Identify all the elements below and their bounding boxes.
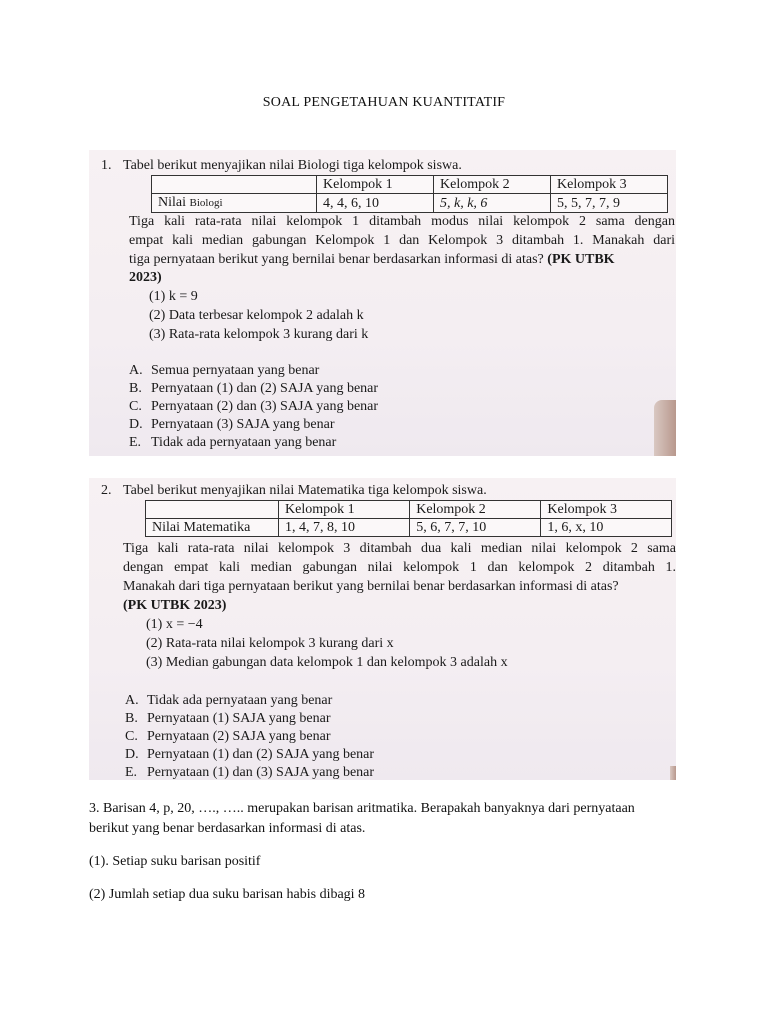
table-header-cell: Kelompok 3 xyxy=(551,176,668,194)
question-2-text-line: dengan empat kali median gabungan nilai kelompok 1 dan kelompok 2 ditambah 1. xyxy=(123,560,676,575)
question-2-option: E. Pernyataan (1) dan (3) SAJA yang benar xyxy=(125,765,375,780)
table-row-label: Nilai Matematika xyxy=(146,519,279,537)
table-row xyxy=(146,519,672,537)
question-2-statement: (1) x = −4 xyxy=(146,617,203,632)
table-header-row xyxy=(146,501,672,519)
question-2-option: A. Tidak ada pernyataan yang benar xyxy=(125,693,333,708)
question-1-statement: (1) k = 9 xyxy=(149,289,198,304)
table-header-cell: Kelompok 3 xyxy=(541,501,672,519)
question-1-statement: (2) Data terbesar kelompok 2 adalah k xyxy=(149,308,364,323)
question-1-text-line: empat kali median gabungan Kelompok 1 dan Kelompok 3 ditambah 1. Manakah dari xyxy=(129,233,675,248)
table-row xyxy=(152,194,668,213)
question-1-table xyxy=(151,175,668,213)
question-3-statement: (1). Setiap suku barisan positif xyxy=(89,854,261,869)
photo-object-decoration xyxy=(654,400,676,456)
question-1-statement: (3) Rata-rata kelompok 3 kurang dari k xyxy=(149,327,369,342)
table-header-cell: Kelompok 1 xyxy=(279,501,410,519)
table-header-cell xyxy=(146,501,279,519)
question-1-number: 1. xyxy=(101,158,112,173)
question-2-number: 2. xyxy=(101,483,112,498)
question-2-intro: 2. Tabel berikut menyajikan nilai Matematika tiga kelompok siswa. xyxy=(101,483,487,498)
question-2-source: (PK UTBK 2023) xyxy=(123,598,227,613)
question-1-option: D. Pernyataan (3) SAJA yang benar xyxy=(129,417,335,432)
question-2-table xyxy=(145,500,672,537)
question-3-line: berikut yang benar berdasarkan informasi di atas. xyxy=(89,821,366,836)
question-1-text-line: Tiga kali rata-rata nilai kelompok 1 ditambah modus nilai kelompok 2 sama dengan xyxy=(129,214,675,229)
question-2-text-line: Manakah dari tiga pernyataan berikut yang bernilai benar berdasarkan informasi di atas? xyxy=(123,579,619,594)
question-2-statement: (3) Median gabungan data kelompok 1 dan kelompok 3 adalah x xyxy=(146,655,508,670)
question-1-option: C. Pernyataan (2) dan (3) SAJA yang benar xyxy=(129,399,379,414)
question-1-text-line: tiga pernyataan berikut yang bernilai benar berdasarkan informasi di atas? (PK UTBK xyxy=(129,252,615,267)
question-1-source-year: 2023) xyxy=(129,270,162,285)
question-1-option: A. Semua pernyataan yang benar xyxy=(129,363,320,378)
question-1-intro: 1. Tabel berikut menyajikan nilai Biologi tiga kelompok siswa. xyxy=(101,158,462,173)
photo-object-decoration xyxy=(670,766,676,780)
table-cell: 5, 5, 7, 7, 9 xyxy=(551,194,668,213)
question-2-image xyxy=(89,478,676,780)
question-2-text-line: Tiga kali rata-rata nilai kelompok 3 ditambah dua kali median nilai kelompok 2 sama xyxy=(123,541,676,556)
table-header-row xyxy=(152,176,668,194)
table-cell: 5, k, k, 6 xyxy=(434,194,551,213)
question-1-option: B. Pernyataan (1) dan (2) SAJA yang benar xyxy=(129,381,379,396)
table-header-cell xyxy=(152,176,317,194)
question-3-statement: (2) Jumlah setiap dua suku barisan habis dibagi 8 xyxy=(89,887,366,902)
question-2-statement: (2) Rata-rata nilai kelompok 3 kurang dari x xyxy=(146,636,394,651)
question-3-line: 3. Barisan 4, p, 20, …., ….. merupakan barisan aritmatika. Berapakah banyaknya dari pernyataan xyxy=(89,801,635,816)
table-cell: 5, 6, 7, 7, 10 xyxy=(410,519,541,537)
table-header-cell: Kelompok 1 xyxy=(317,176,434,194)
question-2-option: C. Pernyataan (2) SAJA yang benar xyxy=(125,729,331,744)
table-header-cell: Kelompok 2 xyxy=(434,176,551,194)
question-1-option: E. Tidak ada pernyataan yang benar xyxy=(129,435,337,450)
question-2-option: D. Pernyataan (1) dan (2) SAJA yang benar xyxy=(125,747,375,762)
table-cell: 1, 4, 7, 8, 10 xyxy=(279,519,410,537)
table-header-cell: Kelompok 2 xyxy=(410,501,541,519)
document-title: SOAL PENGETAHUAN KUANTITATIF xyxy=(262,95,506,110)
question-1-source: (PK UTBK xyxy=(547,252,615,267)
question-1-image xyxy=(89,150,676,456)
question-2-option: B. Pernyataan (1) SAJA yang benar xyxy=(125,711,331,726)
table-cell: 1, 6, x, 10 xyxy=(541,519,672,537)
table-row-label: Nilai Biologi xyxy=(152,194,317,213)
table-cell: 4, 4, 6, 10 xyxy=(317,194,434,213)
